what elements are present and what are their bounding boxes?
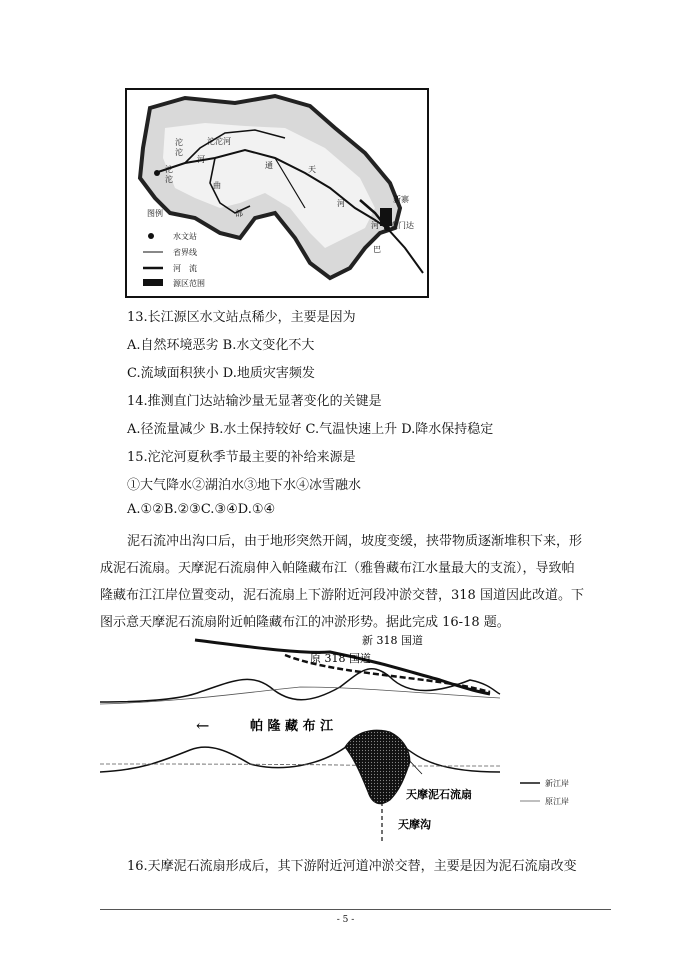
footer-rule (100, 909, 611, 910)
q15-options: A.①②B.②③C.③④D.①④ (127, 502, 276, 517)
debris-fan-figure (100, 632, 620, 847)
legend-label: 河 流 (173, 264, 197, 273)
map-label: 巴 (373, 245, 381, 254)
map-label: 通 (265, 161, 273, 170)
map-label: 河 (371, 221, 379, 230)
page-number: - 5 - (336, 915, 355, 925)
new-road-label: 新 318 国道 (362, 634, 423, 647)
map-label: 部 (235, 209, 243, 218)
south-bank-new (100, 736, 500, 772)
map-label: 曲 (213, 181, 221, 190)
q15-items: ①大气降水②湖泊水③地下水④冰雪融水 (127, 478, 362, 493)
legend-label: 源区范围 (173, 279, 205, 288)
map-label: 沱 (165, 165, 173, 174)
legend-title: 图例 (147, 209, 163, 218)
passage-line: 泥石流冲出沟口后，由于地形突然开阔，坡度变缓，挟带物质逐渐堆积下来，形 (127, 534, 583, 549)
source-region-map (125, 88, 430, 300)
q13-options: A.自然环境恶劣 B.水文变化不大 (127, 338, 315, 353)
q16-stem: 16.天摩泥石流扇形成后，其下游附近河道冲淤交替，主要是因为泥石流扇改变 (127, 859, 577, 874)
map-label: 新寨 (393, 195, 409, 204)
q14-options: A.径流量减少 B.水土保持较好 C.气温快速上升 D.降水保持稳定 (127, 422, 494, 437)
legend-label: 水文站 (173, 232, 197, 241)
map-label: 直门达 (390, 221, 414, 230)
river-name: 帕 隆 藏 布 江 (250, 719, 334, 734)
north-bank-new (100, 669, 500, 702)
old-road-label: 原 318 国道 (310, 652, 371, 665)
fan-label: 天摩泥石流扇 (406, 788, 472, 801)
legend-old-bank: 原江岸 (545, 797, 569, 806)
map-label: 沱 (175, 138, 183, 147)
station-dot (154, 170, 160, 176)
map-label: 天 (308, 165, 316, 174)
passage-line: 成泥石流扇。天摩泥石流扇伸入帕隆藏布江（雅鲁藏布江水量最大的支流），导致帕 (100, 561, 575, 576)
gully-label: 天摩沟 (398, 818, 431, 831)
map-label: 沱 (175, 148, 183, 157)
q13-options: C.流域面积狭小 D.地质灾害频发 (127, 366, 315, 381)
map-label: 沱沱河 (207, 137, 231, 146)
river-arrow: ← (196, 716, 210, 735)
map-label: 河 (197, 155, 205, 164)
passage-line: 图示意天摩泥石流扇附近帕隆藏布江的冲淤形势。据此完成 16-18 题。 (100, 615, 510, 630)
q13-stem: 13.长江源区水文站点稀少，主要是因为 (127, 310, 356, 325)
legend-new-bank: 新江岸 (545, 779, 569, 788)
map-label: 河 (337, 199, 345, 208)
map-label: 沱 (165, 175, 173, 184)
passage-line: 隆藏布江江岸位置变动，泥石流扇上下游附近河段冲淤交替，318 国道因此改道。下 (100, 588, 584, 603)
q15-stem: 15.沱沱河夏秋季节最主要的补给来源是 (127, 450, 356, 465)
q14-stem: 14.推测直门达站输沙量无显著变化的关键是 (127, 394, 382, 409)
legend-dot-icon (148, 233, 154, 239)
debris-fan (345, 730, 410, 804)
legend-label: 省界线 (173, 248, 197, 257)
